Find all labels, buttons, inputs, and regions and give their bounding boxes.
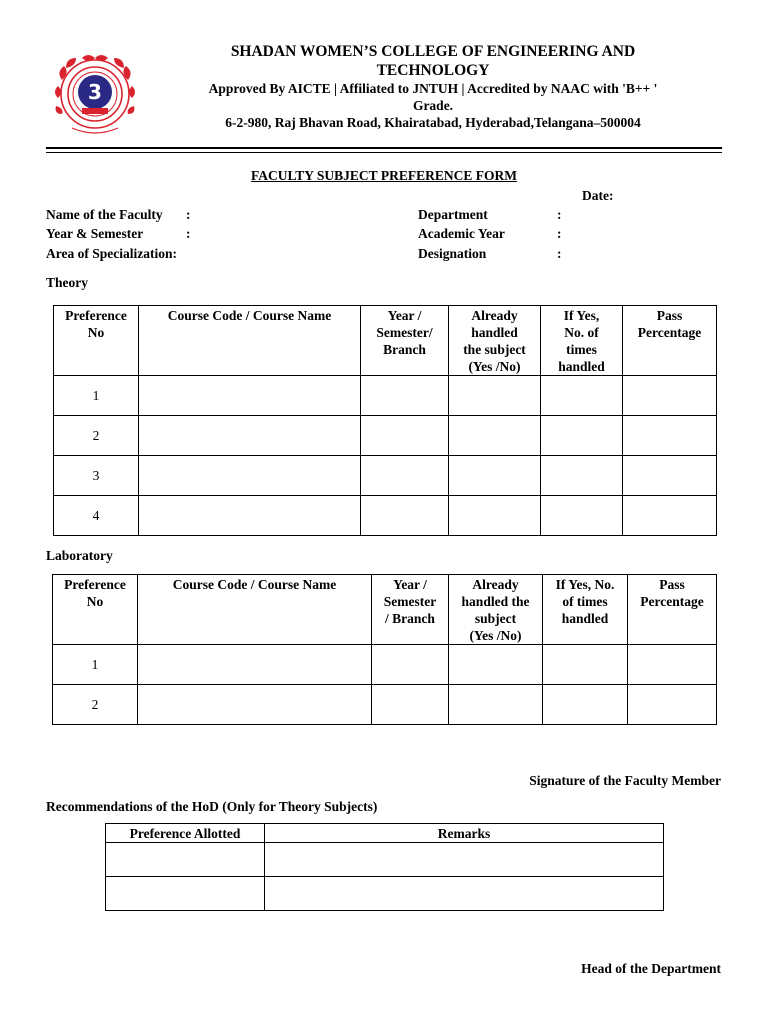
theory-year-cell[interactable] [361, 456, 449, 496]
theory-header-row [54, 306, 717, 376]
theory-year-cell[interactable] [361, 496, 449, 536]
lab-header-text: Pass [659, 577, 685, 592]
designation-colon: : [557, 246, 562, 261]
theory-header-text: Semester/ [376, 325, 433, 340]
table-row [106, 843, 664, 877]
academic-year-label: Academic Year [418, 226, 505, 241]
theory-header-text: handled [471, 325, 518, 340]
college-address: 6-2-980, Raj Bhavan Road, Khairatabad, Hyderabad,Telangana–500004 [225, 115, 641, 130]
lab-pass-cell[interactable] [628, 685, 717, 725]
theory-header-text: Year / [387, 308, 422, 323]
lab-header-year-semester-branch [372, 575, 449, 645]
table-row [106, 877, 664, 911]
lab-header-already-handled [449, 575, 543, 645]
lab-header-text: Semester [383, 594, 437, 609]
theory-header-year-semester-branch [361, 306, 449, 376]
academic-year-colon: : [557, 226, 562, 241]
table-row [53, 645, 717, 685]
lab-header-text: If Yes, No. [555, 577, 615, 592]
lab-handled-cell[interactable] [449, 645, 543, 685]
faculty-name-label: Name of the Faculty [46, 207, 163, 222]
lab-header-text: handled the [461, 594, 530, 609]
theory-header-text: If Yes, [563, 308, 600, 323]
laboratory-header-row [53, 575, 717, 645]
theory-course-cell[interactable] [139, 416, 361, 456]
lab-header-text: Percentage [640, 594, 704, 609]
lab-header-text: (Yes /No) [469, 628, 522, 643]
hod-header-remarks: Remarks [265, 824, 664, 843]
lab-course-cell[interactable] [138, 685, 372, 725]
theory-year-cell[interactable] [361, 376, 449, 416]
lab-header-text: Course Code / Course Name [172, 577, 337, 592]
lab-header-text: subject [474, 611, 517, 626]
approval-text [160, 80, 706, 114]
table-row [54, 496, 717, 536]
lab-row-number: 2 [53, 685, 138, 725]
theory-handled-cell[interactable] [449, 376, 541, 416]
theory-header-text: handled [558, 359, 605, 374]
theory-pass-cell[interactable] [623, 416, 717, 456]
approval-line2: Grade. [412, 98, 454, 113]
lab-year-cell[interactable] [372, 645, 449, 685]
theory-header-pass-percentage [623, 306, 717, 376]
hod-recommendations-title: Recommendations of the HoD (Only for Theory Subjects) [46, 799, 378, 814]
theory-course-cell[interactable] [139, 496, 361, 536]
faculty-signature-label: Signature of the Faculty Member [529, 773, 721, 788]
hod-remarks-cell[interactable] [265, 877, 664, 911]
theory-handled-cell[interactable] [449, 496, 541, 536]
theory-row-number: 3 [54, 456, 139, 496]
lab-course-cell[interactable] [138, 645, 372, 685]
lab-header-course [138, 575, 372, 645]
theory-times-cell[interactable] [541, 456, 623, 496]
lab-pass-cell[interactable] [628, 645, 717, 685]
theory-section-label: Theory [46, 275, 88, 290]
theory-row-number: 1 [54, 376, 139, 416]
lab-header-text: Already [472, 577, 519, 592]
theory-pass-cell[interactable] [623, 376, 717, 416]
table-row [54, 416, 717, 456]
lab-header-text: handled [561, 611, 609, 626]
theory-header-text: Branch [383, 342, 426, 357]
theory-header-times-handled [541, 306, 623, 376]
header-divider-thin [46, 152, 722, 153]
hod-header-row [106, 824, 664, 843]
theory-header-text: Percentage [637, 325, 702, 340]
lab-header-pass-percentage [628, 575, 717, 645]
faculty-name-colon: : [186, 207, 191, 222]
college-logo [52, 54, 138, 136]
table-row [54, 376, 717, 416]
theory-course-cell[interactable] [139, 456, 361, 496]
form-title: FACULTY SUBJECT PREFERENCE FORM [251, 168, 517, 183]
theory-header-text: No. of [564, 325, 599, 340]
theory-pass-cell[interactable] [623, 456, 717, 496]
theory-table [53, 305, 717, 536]
hod-remarks-cell[interactable] [265, 843, 664, 877]
theory-pass-cell[interactable] [623, 496, 717, 536]
theory-header-already-handled [449, 306, 541, 376]
header-divider-thick [46, 147, 722, 149]
lab-year-cell[interactable] [372, 685, 449, 725]
theory-header-preference-no [54, 306, 139, 376]
college-crest-icon [52, 54, 138, 136]
lab-times-cell[interactable] [543, 685, 628, 725]
theory-handled-cell[interactable] [449, 416, 541, 456]
date-label: Date: [582, 188, 614, 203]
lab-times-cell[interactable] [543, 645, 628, 685]
theory-row-number: 2 [54, 416, 139, 456]
lab-header-text: Preference [64, 577, 126, 592]
theory-year-cell[interactable] [361, 416, 449, 456]
theory-header-text: Pass [656, 308, 683, 323]
theory-header-text: (Yes /No) [468, 359, 521, 374]
lab-header-text: No [86, 594, 104, 609]
theory-header-text: the subject [463, 342, 526, 357]
department-colon: : [557, 207, 562, 222]
hod-signature-label: Head of the Department [581, 961, 721, 976]
theory-times-cell[interactable] [541, 416, 623, 456]
lab-row-number: 1 [53, 645, 138, 685]
lab-header-text: / Branch [385, 611, 435, 626]
theory-times-cell[interactable] [541, 496, 623, 536]
theory-handled-cell[interactable] [449, 456, 541, 496]
year-semester-label: Year & Semester [46, 226, 144, 241]
table-row [54, 456, 717, 496]
approval-line1: Approved By AICTE | Affiliated to JNTUH | Accredited by NAAC with 'B++ ' [208, 81, 658, 96]
theory-row-number: 4 [54, 496, 139, 536]
laboratory-section-label: Laboratory [46, 548, 113, 563]
svg-text:3: 3 [88, 80, 102, 104]
specialization-label: Area of Specialization: [46, 246, 177, 261]
hod-header-preference-allotted: Preference Allotted [106, 824, 265, 843]
department-label: Department [418, 207, 488, 222]
theory-header-text: times [566, 342, 597, 357]
year-semester-colon: : [186, 226, 191, 241]
college-name [170, 42, 696, 80]
hod-preference-cell[interactable] [106, 843, 265, 877]
theory-header-course [139, 306, 361, 376]
theory-times-cell[interactable] [541, 376, 623, 416]
college-name-line2: TECHNOLOGY [376, 62, 490, 79]
theory-course-cell[interactable] [139, 376, 361, 416]
theory-header-text: Already [471, 308, 518, 323]
hod-preference-cell[interactable] [106, 877, 265, 911]
theory-header-text: Preference [65, 308, 127, 323]
laboratory-table [52, 574, 717, 725]
designation-label: Designation [418, 246, 487, 261]
lab-header-text: Year / [393, 577, 427, 592]
college-name-line1: SHADAN WOMEN’S COLLEGE OF ENGINEERING AND [230, 43, 636, 60]
hod-table [105, 823, 664, 911]
lab-handled-cell[interactable] [449, 685, 543, 725]
table-row [53, 685, 717, 725]
theory-header-text: Course Code / Course Name [167, 308, 332, 323]
lab-header-text: of times [562, 594, 608, 609]
theory-header-text: No [87, 325, 105, 340]
lab-header-preference-no [53, 575, 138, 645]
lab-header-times-handled [543, 575, 628, 645]
